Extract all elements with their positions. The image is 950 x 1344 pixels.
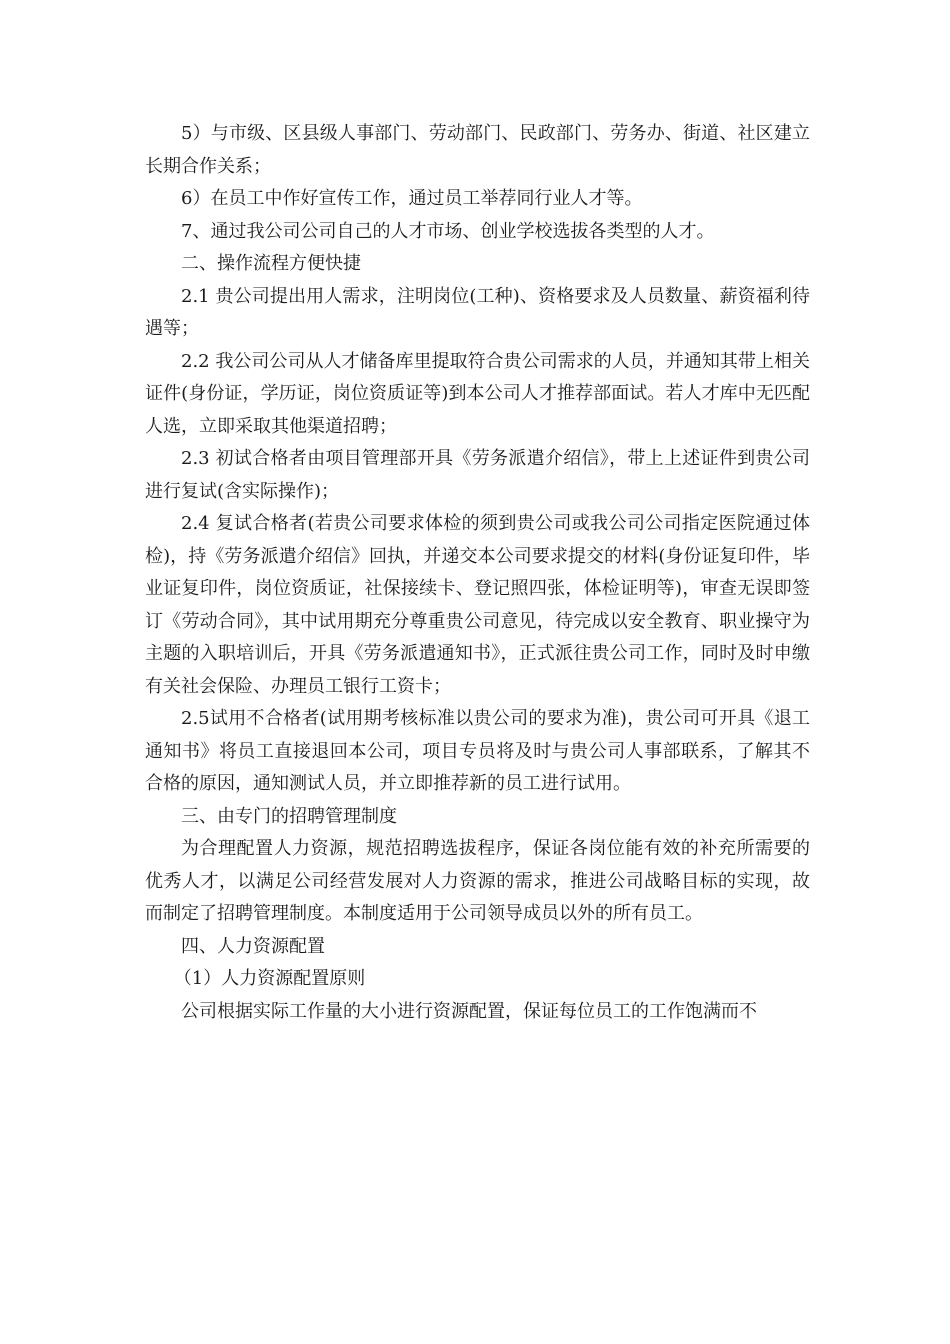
paragraph-allocation: 公司根据实际工作量的大小进行资源配置，保证每位员工的工作饱满而不 <box>181 1000 757 1022</box>
subheading-allocation-principle: （1）人力资源配置原则 <box>173 968 366 989</box>
document-body <box>145 118 810 1028</box>
paragraph-item-6: 6）在员工中作好宣传工作，通过员工举荐同行业人才等。 <box>181 188 643 209</box>
paragraph-2-5: 2.5试用不合格者(试用期考核标准以贵公司的要求为准)，贵公司可开具《退工通知书》将员工直接退回本公司，项目专员将及时与贵公司人事部联系，了解其不合格的原因，通知测试人员，并立即推荐新的员工进行试用。 <box>145 708 810 794</box>
paragraph-item-5: 5）与市级、区县级人事部门、劳动部门、民政部门、劳务办、街道、社区建立长期合作关系； <box>145 123 810 177</box>
section-heading-3: 三、由专门的招聘管理制度 <box>181 805 397 827</box>
paragraph-2-4: 2.4 复试合格者(若贵公司要求体检的须到贵公司或我公司公司指定医院通过体检)，持《劳务派遣介绍信》回执，并递交本公司要求提交的材料(身份证复印件，毕业证复印件，岗位资质证，社保接续卡、登记照四张，体检证明等)，审查无误即签订《劳动合同》，其中试用期充分尊重贵公司意见，待完成以安全教育、职业操守为主题的入职培训后，开具《劳务派遣通知书》，正式派往贵公司工作，同时及时申缴有关社会保险、办理员工银行工资卡； <box>145 513 810 697</box>
paragraph-2-3: 2.3 初试合格者由项目管理部开具《劳务派遣介绍信》，带上上述证件到贵公司进行复试(含实际操作)； <box>145 448 810 502</box>
paragraph-2-2: 2.2 我公司公司从人才储备库里提取符合贵公司需求的人员，并通知其带上相关证件(身份证，学历证，岗位资质证等)到本公司人才推荐部面试。若人才库中无匹配人选，立即采取其他渠道招聘； <box>145 350 810 437</box>
section-heading-4: 四、人力资源配置 <box>181 935 325 957</box>
paragraph-item-7: 7、通过我公司公司自己的人才市场、创业学校选拔各类型的人才。 <box>181 220 715 242</box>
paragraph-2-1: 2.1 贵公司提出用人需求，注明岗位(工种)、资格要求及人员数量、薪资福利待遇等； <box>145 285 810 339</box>
section-heading-2: 二、操作流程方便快捷 <box>181 253 361 274</box>
paragraph-recruitment-policy: 为合理配置人力资源，规范招聘选拔程序，保证各岗位能有效的补充所需要的优秀人才，以满足公司经营发展对人力资源的需求，推进公司战略目标的实现，故而制定了招聘管理制度。本制度适用于公司领导成员以外的所有员工。 <box>145 838 810 924</box>
